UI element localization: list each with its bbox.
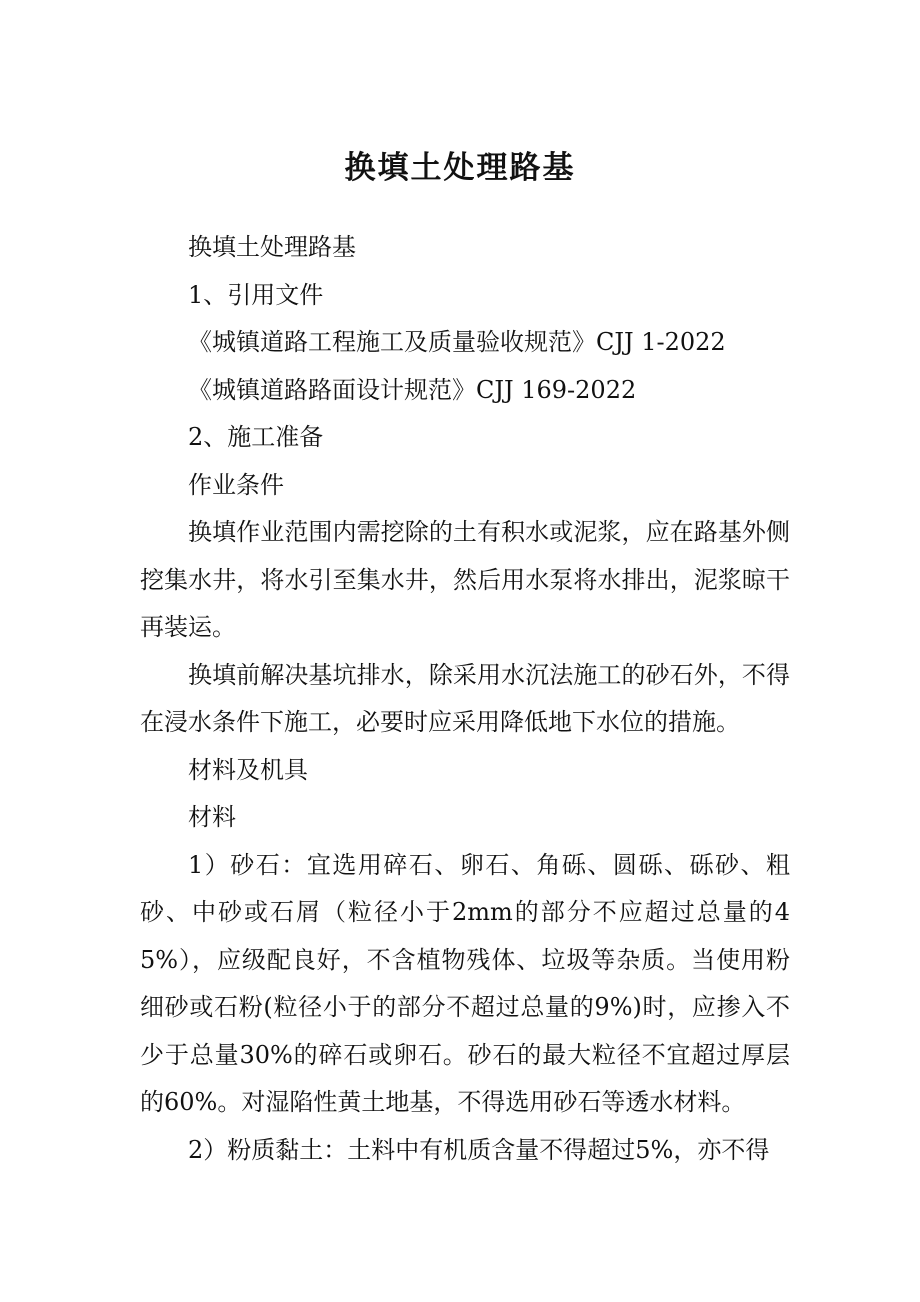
paragraph: 1）砂石：宜选用碎石、卵石、角砾、圆砾、砾砂、粗砂、中砂或石屑（粒径小于2mm的部分不应超过总量的45%），应级配良好，不含植物残体、垃圾等杂质。当使用粉细砂或石粉(粒径小于的部分不超过总量的9%)时，应掺入不少于总量30%的碎石或卵石。砂石的最大粒径不宜超过厚层的60%。对湿陷性黄土地基，不得选用砂石等透水材料。 <box>140 850 790 1116</box>
document-title: 换填土处理路基 <box>344 150 576 186</box>
section-heading-references: 1、引用文件 <box>188 280 324 309</box>
paragraph: 换填前解决基坑排水，除采用水沉法施工的砂石外，不得在浸水条件下施工，必要时应采用降低地下水位的措施。 <box>140 660 790 736</box>
subheading-materials: 材料 <box>188 803 236 831</box>
section-heading-preparation: 2、施工准备 <box>188 423 324 451</box>
reference-item: 《城镇道路工程施工及质量验收规范》CJJ 1-2022 <box>188 328 726 356</box>
paragraph-heading: 换填土处理路基 <box>188 233 356 261</box>
document-body <box>140 224 790 1174</box>
subheading-materials-equipment: 材料及机具 <box>188 755 308 784</box>
paragraph: 2）粉质黏土：土料中有机质含量不得超过5%，亦不得 <box>188 1135 770 1164</box>
subheading-work-conditions: 作业条件 <box>188 470 284 499</box>
paragraph: 换填作业范围内需挖除的土有积水或泥浆，应在路基外侧挖集水井，将水引至集水井，然后用水泵将水排出，泥浆晾干再装运。 <box>140 518 790 641</box>
reference-item: 《城镇道路路面设计规范》CJJ 169-2022 <box>188 375 637 404</box>
